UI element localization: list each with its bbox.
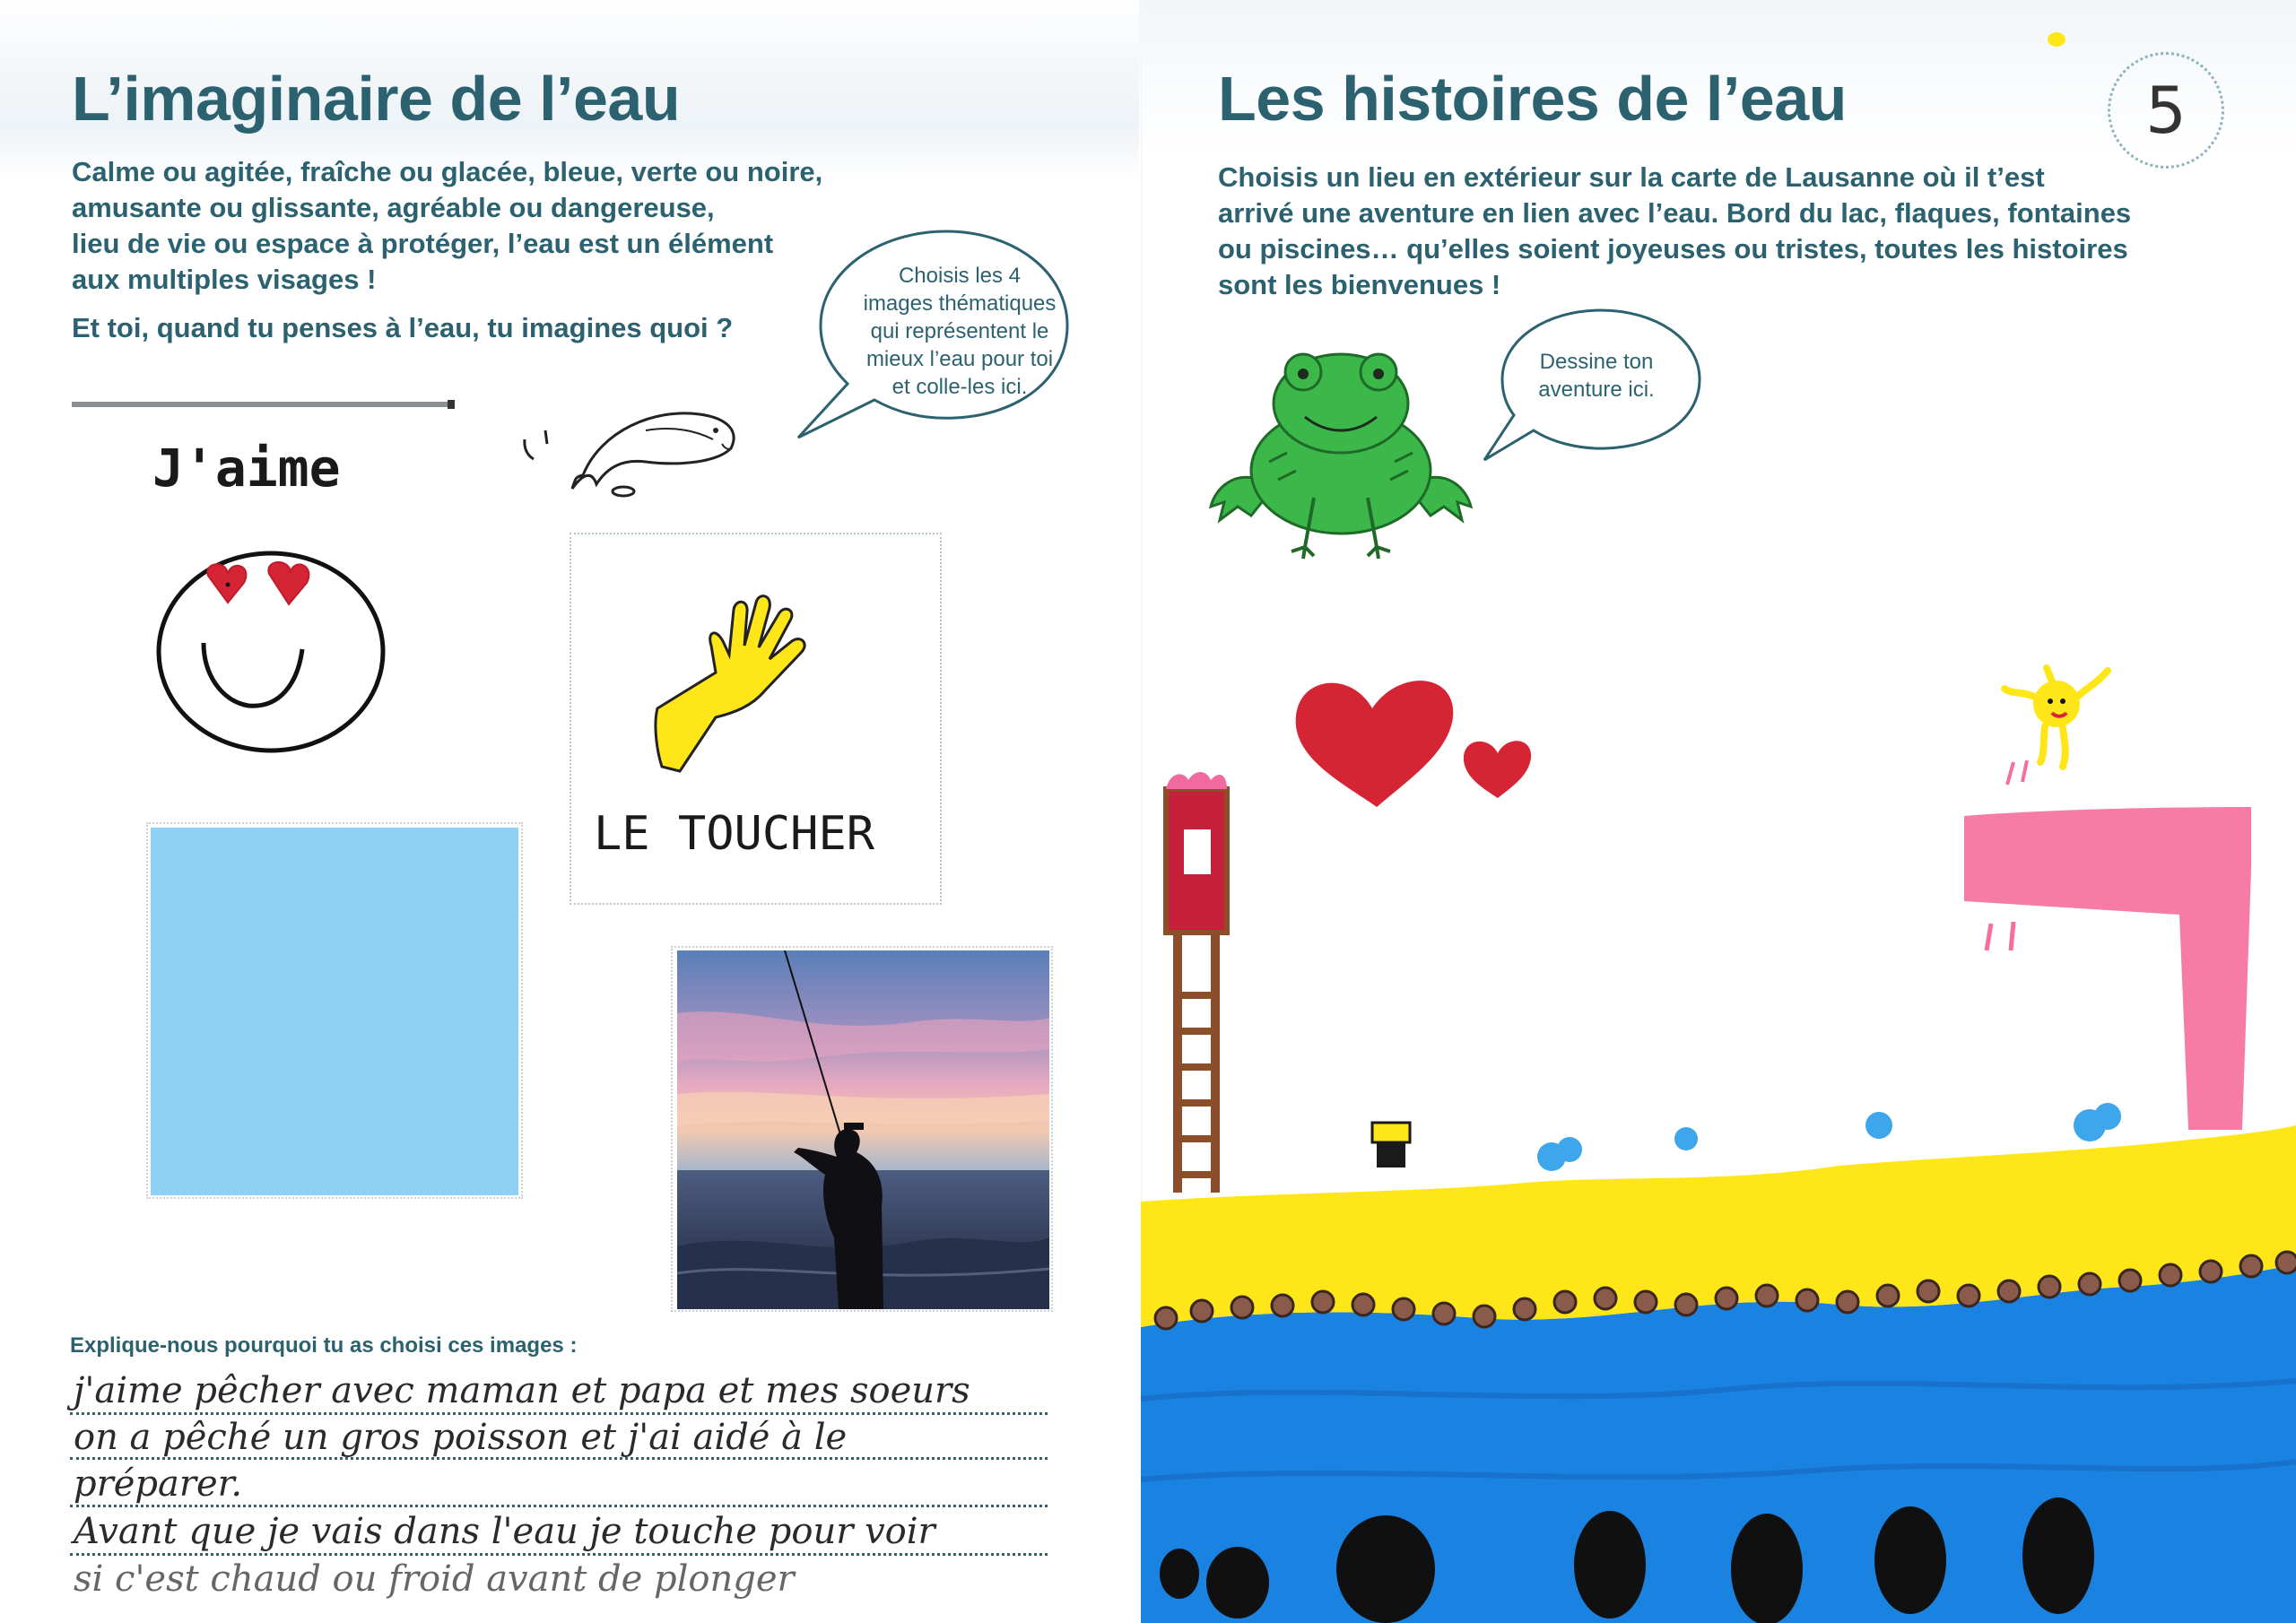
heart-icon bbox=[1464, 741, 1531, 798]
yellow-dot bbox=[2048, 32, 2066, 47]
answer-line bbox=[70, 1553, 1048, 1556]
right-intro bbox=[1218, 160, 2169, 303]
right-intro-line: ou piscines… qu’elles soient joyeuses ou tristes, toutes les histoires bbox=[1218, 233, 2128, 265]
handwritten-answer-line: on a pêché un gros poisson et j'ai aidé à le bbox=[74, 1417, 848, 1458]
handwritten-answer-line: j'aime pêcher avec maman et papa et mes soeurs bbox=[74, 1370, 970, 1411]
water-area bbox=[1141, 1264, 2296, 1623]
card-toucher-label: LE TOUCHER bbox=[594, 807, 875, 861]
fisherman-photo bbox=[677, 950, 1049, 1309]
left-question: Et toi, quand tu penses à l’eau, tu imagines quoi ? bbox=[72, 312, 734, 343]
child-drawing bbox=[1139, 628, 2296, 1623]
right-intro-line: sont les bienvenues ! bbox=[1218, 269, 1501, 300]
bubble-line: qui représentent le bbox=[870, 319, 1049, 343]
right-intro-line: Choisis un lieu en extérieur sur la carte de Lausanne où il t’est bbox=[1218, 161, 2045, 193]
left-intro-line: amusante ou glissante, agréable ou dangereuse, bbox=[72, 192, 715, 223]
handwritten-answer-line: Avant que je vais dans l'eau je touche pour voir bbox=[74, 1511, 935, 1552]
bubble-line: et colle-les ici. bbox=[891, 375, 1028, 399]
heart-icon bbox=[1296, 681, 1454, 807]
speech-bubble-left-text bbox=[825, 262, 1094, 401]
bubble-line: mieux l’eau pour toi bbox=[865, 347, 1054, 371]
smiley-heart-eyes-icon bbox=[154, 549, 392, 759]
frog-icon bbox=[1206, 345, 1475, 560]
left-intro-line: lieu de vie ou espace à protéger, l’eau est un élément bbox=[72, 228, 774, 259]
handwritten-answer-line: préparer. bbox=[74, 1463, 243, 1505]
explain-question: Explique-nous pourquoi tu as choisi ces images : bbox=[70, 1333, 578, 1358]
handwritten-answer-line: si c'est chaud ou froid avant de plonger bbox=[74, 1558, 795, 1600]
right-page-title: Les histoires de l’eau bbox=[1218, 64, 1847, 134]
bubble-line: images thématiques bbox=[863, 291, 1057, 316]
tape-mark bbox=[448, 400, 455, 409]
bubble-line: aventure ici. bbox=[1538, 378, 1655, 402]
fish-icon bbox=[511, 377, 744, 502]
left-intro bbox=[72, 154, 879, 346]
left-intro-line: Calme ou agitée, fraîche ou glacée, bleue, verte ou noire, bbox=[72, 156, 823, 187]
left-intro-line: aux multiples visages ! bbox=[72, 264, 377, 295]
sun-icon bbox=[2033, 681, 2080, 727]
bubble-line: Dessine ton bbox=[1539, 350, 1654, 374]
yellow-hand-icon bbox=[644, 592, 823, 780]
card-jaime-label: J'aime bbox=[152, 438, 341, 499]
bubble-line: Choisis les 4 bbox=[898, 264, 1022, 288]
page-number: 5 bbox=[2108, 52, 2224, 169]
answer-line bbox=[70, 1412, 1048, 1415]
card-blue-square bbox=[151, 828, 518, 1195]
right-intro-line: arrivé une aventure en lien avec l’eau. Bord du lac, flaques, fontaines bbox=[1218, 197, 2132, 229]
answer-line bbox=[70, 1505, 1048, 1507]
speech-bubble-right-text bbox=[1493, 348, 1700, 404]
left-page-title: L’imaginaire de l’eau bbox=[72, 64, 681, 134]
